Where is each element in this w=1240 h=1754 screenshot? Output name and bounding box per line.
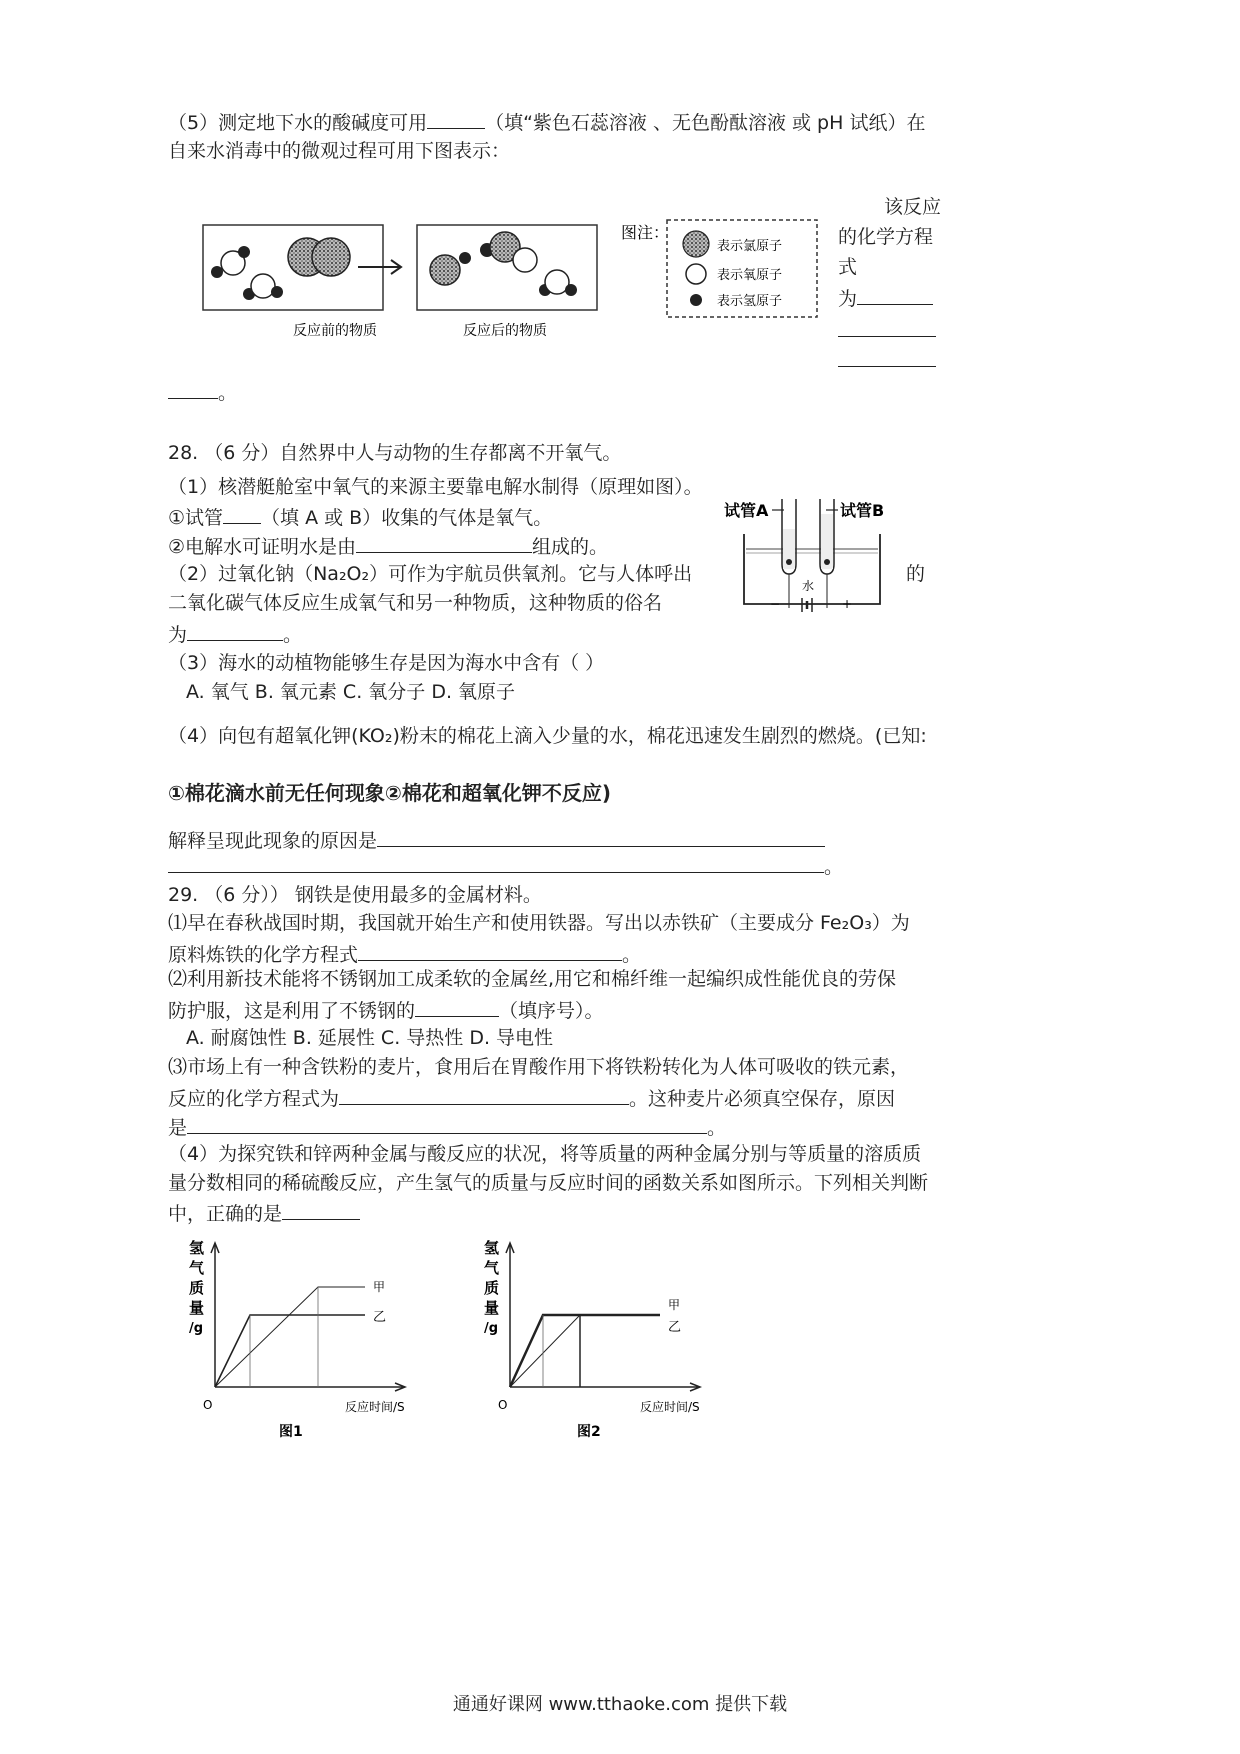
ylabel-char: /g — [484, 1321, 499, 1336]
ylabel-char: 质 — [189, 1279, 205, 1297]
q29-p4c: 中，正确的是 — [168, 1199, 360, 1227]
series-yi-line — [215, 1315, 365, 1387]
answer-blank[interactable] — [415, 996, 499, 1017]
q28-p3-options: A. 氧气 B. 氧元素 C. 氧分子 D. 氧原子 — [186, 681, 516, 703]
legend-title: 图注： — [621, 223, 670, 242]
electrolysis-diagram — [722, 494, 902, 614]
q28-p4-line2: 。 — [168, 852, 843, 880]
side-text-4: 为 — [838, 284, 933, 312]
series-yi-label: 乙 — [373, 1310, 387, 1325]
x-axis-label: 反应时间/S — [640, 1400, 700, 1414]
answer-blank[interactable] — [187, 620, 283, 641]
q28-p2-tail: 的 — [906, 563, 926, 585]
q29-title: 29. （6 分）） 钢铁是使用最多的金属材料。 — [168, 884, 542, 906]
q28-p3: （3）海水的动植物能够生存是因为海水中含有（ ） — [168, 652, 605, 674]
basin — [744, 534, 880, 604]
answer-blank[interactable] — [377, 826, 825, 847]
answer-blank[interactable] — [427, 108, 485, 129]
answer-blank[interactable] — [168, 852, 824, 873]
answer-blank[interactable] — [168, 378, 218, 399]
q28-p1b: ②电解水可证明水是由 组成的。 — [168, 532, 608, 560]
q29-p1b: 原料炼铁的化学方程式 。 — [168, 940, 641, 968]
q28-p2b: 二氧化碳气体反应生成氧气和另一种物质，这种物质的俗名 — [168, 592, 663, 614]
q29-p3c: 是 。 — [168, 1113, 726, 1141]
answer-blank[interactable] — [358, 940, 622, 961]
legend-cl: 表示氯原子 — [717, 239, 783, 254]
svg-text:+: + — [842, 597, 853, 611]
q28-p4: （4）向包有超氧化钾(KO₂)粉末的棉花上滴入少量的水，棉花迅速发生剧烈的燃烧。(已知: — [168, 725, 927, 747]
q29-p3b: 反应的化学方程式为 。这种麦片必须真空保存，原因 — [168, 1084, 895, 1112]
before-label: 反应前的物质 — [293, 323, 377, 339]
side-text-3: 式 — [838, 256, 858, 278]
cl-atom — [430, 255, 460, 285]
q28-p2: （2）过氧化钠（Na₂O₂）可作为宇航员供氧剂。它与人体呼出 — [168, 563, 693, 585]
q27-line1: （5）测定地下水的酸碱度可用 （填“紫色石蕊溶液 、无色酚酞溶液 或 pH 试纸）在 — [168, 108, 925, 136]
tube-a-label: 试管A — [724, 501, 769, 520]
answer-blank[interactable] — [356, 532, 532, 553]
ylabel-char: 量 — [189, 1299, 205, 1317]
answer-blank[interactable] — [838, 366, 936, 367]
answer-blank[interactable] — [282, 1199, 360, 1220]
answer-blank[interactable] — [838, 336, 936, 337]
legend-o: 表示氧原子 — [717, 268, 783, 283]
series-jia-line — [510, 1315, 660, 1387]
h-atom — [238, 246, 250, 258]
ylabel-char: /g — [189, 1321, 204, 1336]
h-legend-icon — [690, 294, 702, 306]
x-axis-label: 反应时间/S — [345, 1400, 405, 1414]
series-jia-label: 甲 — [668, 1298, 681, 1312]
series-jia-label: 甲 — [373, 1280, 386, 1294]
page-footer: 通通好课网 www.tthaoke.com 提供下载 — [452, 1694, 788, 1715]
q29-p1a: ⑴早在春秋战国时期，我国就开始生产和使用铁器。写出以赤铁矿（主要成分 Fe₂O₃）为 — [168, 912, 910, 934]
h-atom — [459, 252, 471, 264]
origin-label: O — [203, 1398, 213, 1412]
q29-p3a: ⑶市场上有一种含铁粉的麦片，食用后在胃酸作用下将铁粉转化为人体可吸收的铁元素， — [168, 1056, 910, 1078]
origin-label: O — [498, 1398, 508, 1412]
series-jia-line — [215, 1287, 365, 1387]
answer-blank[interactable] — [187, 1113, 707, 1134]
legend-h: 表示氢原子 — [717, 294, 783, 309]
o-legend-icon — [686, 264, 706, 284]
q29-p4b: 量分数相同的稀硫酸反应，产生氢气的质量与反应时间的函数关系如图所示。下列相关判断 — [168, 1172, 929, 1194]
answer-blank[interactable] — [339, 1084, 629, 1105]
micro-process-diagram — [195, 210, 825, 350]
q28-p4-known: ①棉花滴水前无任何现象②棉花和超氧化钾不反应) — [168, 781, 612, 805]
q27-end: 。 — [168, 378, 237, 406]
fig2-label: 图2 — [577, 1424, 601, 1440]
fig1-label: 图1 — [279, 1424, 303, 1440]
ylabel-char: 氢 — [189, 1239, 205, 1257]
ylabel-char: 气 — [484, 1259, 500, 1277]
q28-p1a: ①试管 （填 A 或 B）收集的气体是氧气。 — [168, 503, 552, 531]
cl-atom — [312, 238, 350, 276]
q28-title: 28. （6 分）自然界中人与动物的生存都离不开氧气。 — [168, 442, 622, 464]
side-text-1: 该反应 — [884, 196, 942, 218]
q29-p2-options: A. 耐腐蚀性 B. 延展性 C. 导热性 D. 导电性 — [186, 1027, 554, 1049]
tube-b-label: 试管B — [840, 501, 885, 520]
q28-p2c: 为 。 — [168, 620, 302, 648]
after-label: 反应后的物质 — [463, 323, 547, 339]
side-text-2: 的化学方程 — [838, 226, 934, 248]
q28-p4-explain: 解释呈现此现象的原因是 — [168, 826, 825, 854]
series-yi-line — [510, 1315, 660, 1387]
ylabel-char: 气 — [189, 1259, 205, 1277]
h-atom — [271, 286, 283, 298]
o-atom — [251, 274, 275, 298]
series-yi-label: 乙 — [668, 1320, 682, 1335]
water-label: 水 — [802, 579, 815, 593]
o-atom — [513, 248, 537, 272]
q27-line2: 自来水消毒中的微观过程可用下图表示： — [168, 140, 511, 162]
cl-legend-icon — [683, 231, 709, 257]
answer-blank[interactable] — [857, 284, 933, 305]
graph-1 — [185, 1235, 425, 1445]
ylabel-char: 质 — [484, 1279, 500, 1297]
answer-blank[interactable] — [223, 503, 261, 524]
h-atom — [565, 284, 577, 296]
q29-p2a: ⑵利用新技术能将不锈钢加工成柔软的金属丝,用它和棉纤维一起编织成性能优良的劳保 — [168, 968, 897, 990]
q29-p2b: 防护服，这是利用了不锈钢的 （填序号）。 — [168, 996, 604, 1024]
ylabel-char: 量 — [484, 1299, 500, 1317]
graph-2 — [480, 1235, 720, 1445]
q28-p1: （1）核潜艇舱室中氧气的来源主要靠电解水制得（原理如图）。 — [168, 476, 703, 498]
svg-text:−: − — [770, 597, 781, 611]
q29-p4a: （4）为探究铁和锌两种金属与酸反应的状况，将等质量的两种金属分别与等质量的溶质质 — [168, 1143, 922, 1165]
ylabel-char: 氢 — [484, 1239, 500, 1257]
